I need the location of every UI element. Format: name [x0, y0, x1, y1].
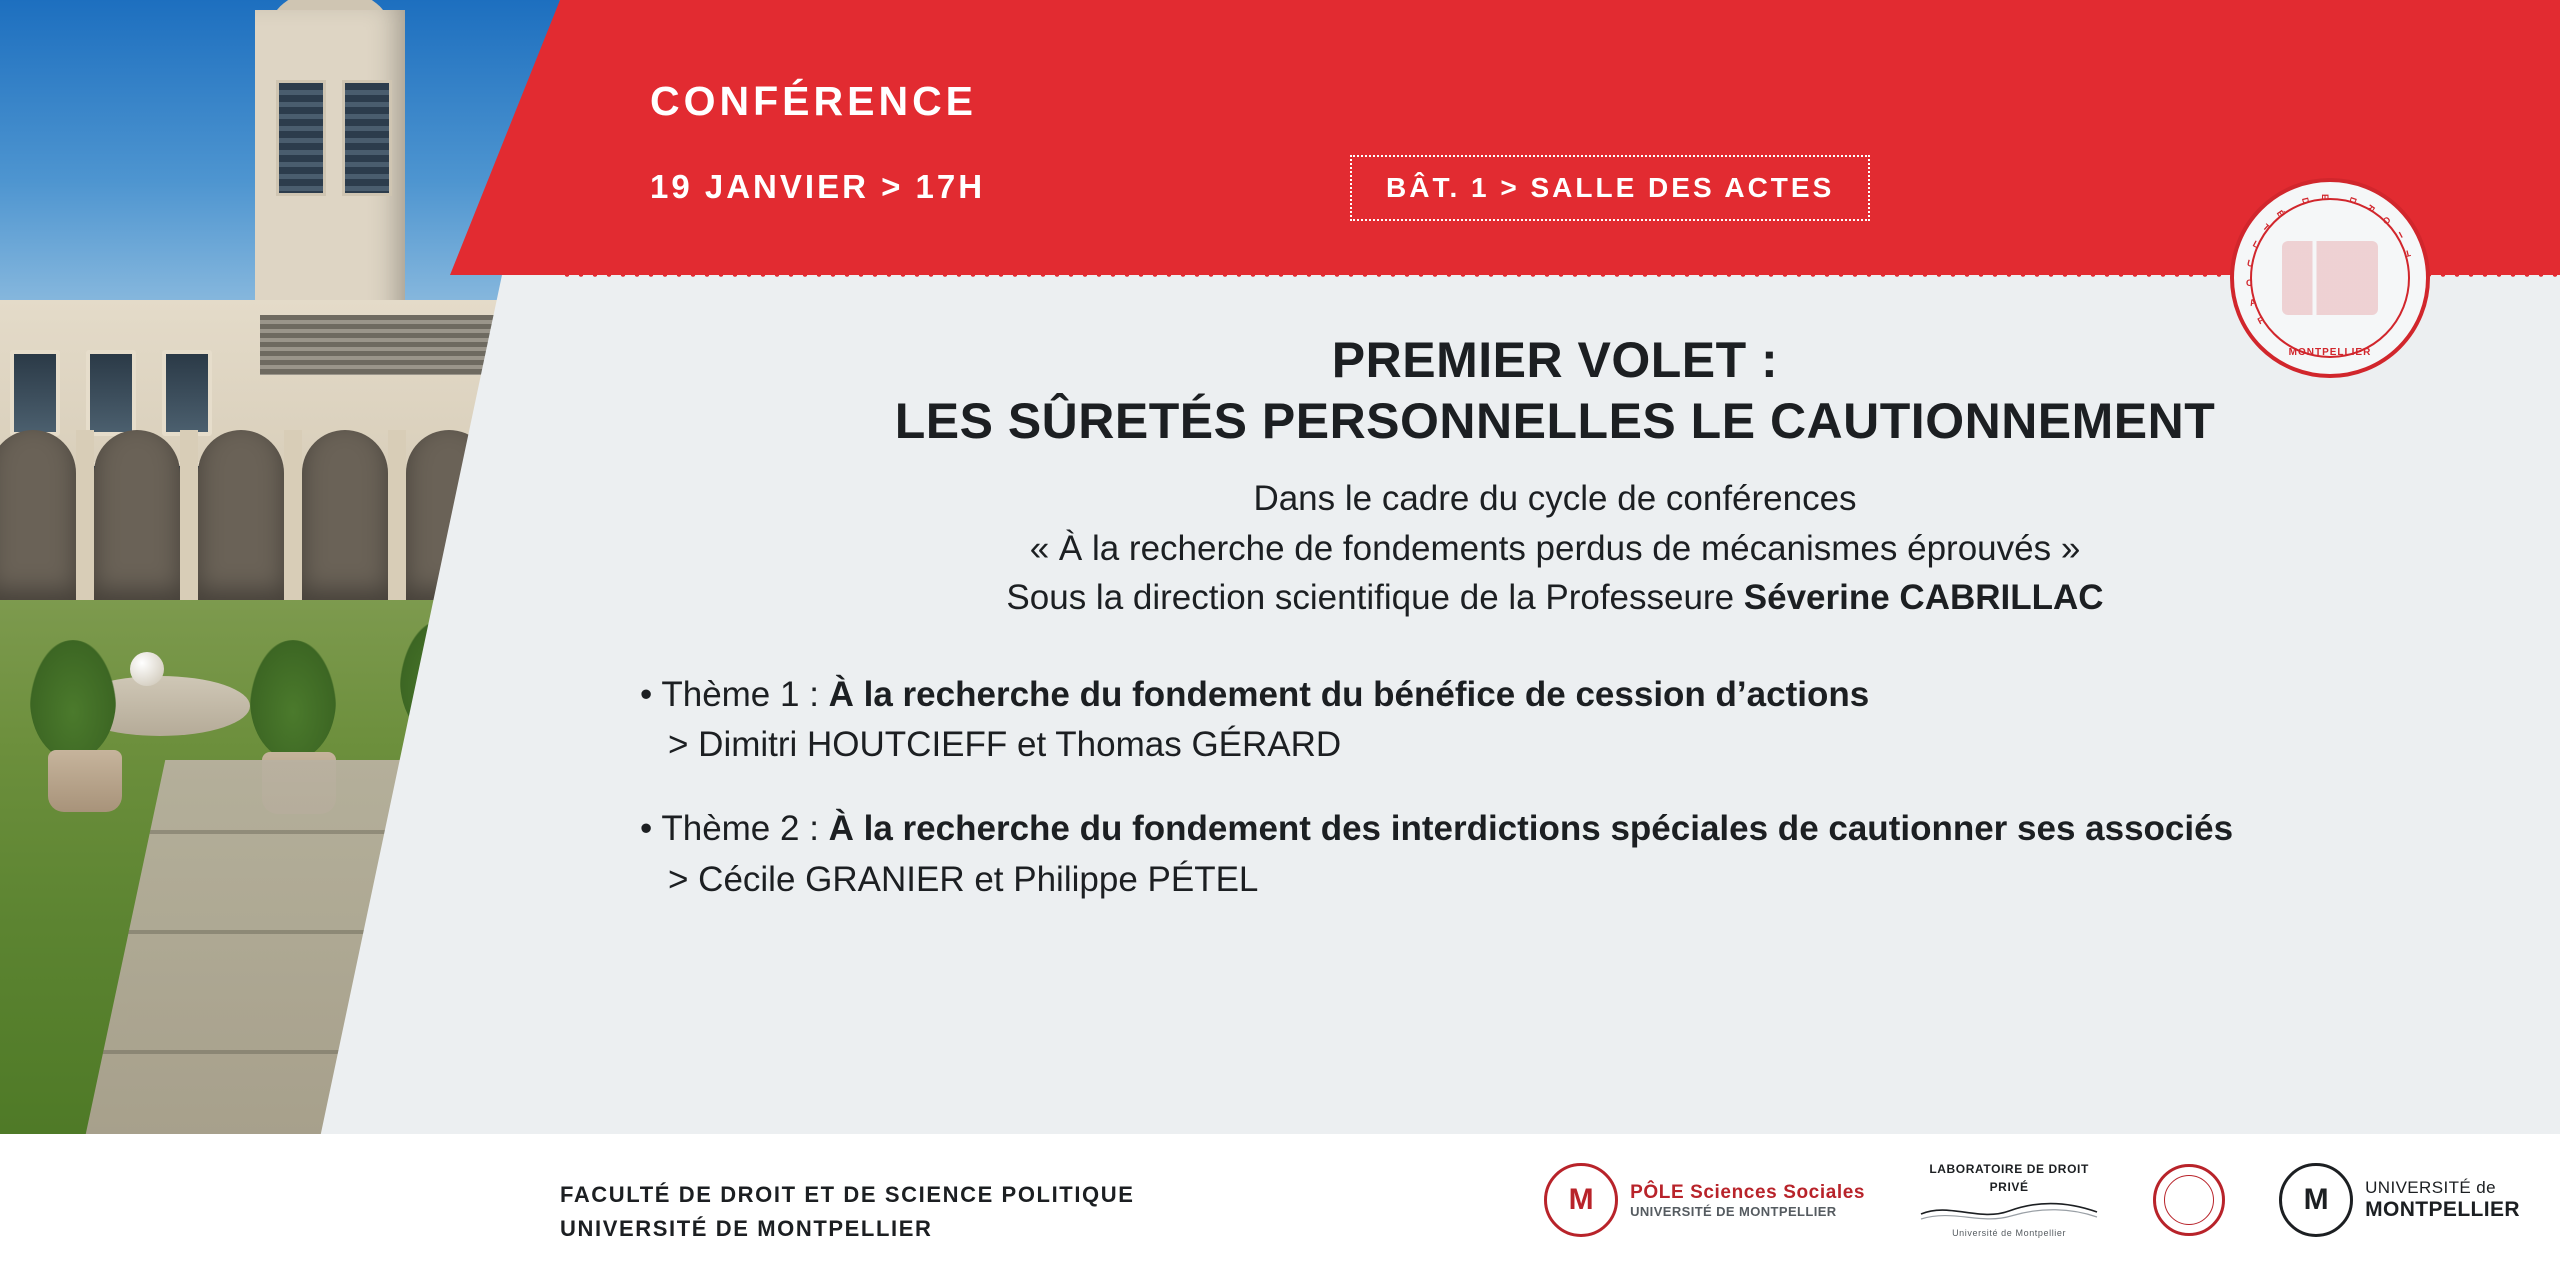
theme-2-lead: • Thème 2 : — [640, 809, 829, 849]
logo-um-line-2: MONTPELLIER — [2365, 1198, 2520, 1222]
shrub — [250, 640, 336, 760]
seal-ring-text: F A C U L T É D E D R O I T — [2246, 194, 2412, 327]
scientific-director-name: Séverine CABRILLAC — [1743, 578, 2104, 618]
planter — [48, 750, 122, 812]
tower-louvre-right — [342, 80, 392, 196]
event-type-label: CONFÉRENCE — [650, 78, 978, 124]
scientific-direction-prefix: Sous la direction scientifique de la Professeure — [1006, 578, 1744, 618]
theme-1-title: À la recherche du fondement du bénéfice de cession d’actions — [828, 675, 1870, 715]
logo-pole-title: PÔLE Sciences Sociales — [1630, 1181, 1866, 1203]
partner-logos — [1544, 1160, 2520, 1241]
footer-org-line-2: UNIVERSITÉ DE MONTPELLIER — [560, 1216, 933, 1242]
window — [10, 350, 60, 436]
logo-lab-line-1: LABORATOIRE DE DROIT — [1929, 1162, 2089, 1176]
logo-universite-de-montpellier — [2279, 1163, 2520, 1237]
logo-lab-line-3: Université de Montpellier — [1952, 1228, 2067, 1238]
logo-pole-sciences-sociales — [1544, 1163, 1865, 1237]
theme-2-speakers: > Cécile GRANIER et Philippe PÉTEL — [668, 859, 1259, 899]
themes-list — [640, 671, 2470, 900]
arch — [302, 430, 388, 600]
shrub — [30, 640, 116, 760]
page-title — [640, 330, 2470, 452]
logo-lab-line-2: PRIVÉ — [1989, 1180, 2029, 1194]
theme-1-speakers: > Dimitri HOUTCIEFF et Thomas GÉRARD — [668, 725, 1342, 765]
title-line-1: PREMIER VOLET : — [1331, 332, 1779, 388]
logo-um-line-1: UNIVERSITÉ de — [2365, 1178, 2496, 1198]
theme-item — [640, 671, 2470, 719]
wave-icon — [1919, 1200, 2099, 1222]
logo-laboratoire-droit-prive — [1919, 1160, 2099, 1241]
um-monogram-icon — [1544, 1163, 1618, 1237]
footer-org-line-1: FACULTÉ DE DROIT ET DE SCIENCE POLITIQUE — [560, 1182, 1135, 1207]
um-monogram-dark-icon — [2279, 1163, 2353, 1237]
logo-pole-subtitle: UNIVERSITÉ DE MONTPELLIER — [1630, 1203, 1837, 1219]
tower-louvre-left — [276, 80, 326, 196]
title-line-2: LES SÛRETÉS PERSONNELLES LE CAUTIONNEMENT — [894, 393, 2216, 449]
main-content — [640, 330, 2470, 940]
logo-mark-letter: M — [1568, 1183, 1594, 1217]
seal-coat-of-arms — [2282, 241, 2378, 315]
theme-1-lead: • Thème 1 : — [640, 675, 829, 715]
footer-organization — [560, 1178, 1135, 1246]
arch — [198, 430, 284, 600]
footer — [0, 1134, 2560, 1280]
theme-item — [640, 805, 2470, 853]
event-location-badge: BÂT. 1 > SALLE DES ACTES — [1350, 155, 1870, 221]
theme-2-title: À la recherche du fondement des interdictions spéciales de cautionner ses associés — [828, 809, 2234, 849]
event-date-label: 19 JANVIER > 17H — [650, 168, 986, 205]
arch — [94, 430, 180, 600]
subtitle-block — [640, 474, 2470, 623]
subtitle-line-1: Dans le cadre du cycle de conférences — [1253, 479, 1857, 518]
subtitle-line-2: « À la recherche de fondements perdus de mécanismes éprouvés » — [1029, 528, 2081, 568]
faculty-seal-small-icon — [2153, 1164, 2225, 1236]
subtitle-line-3 — [640, 573, 2470, 623]
arch — [0, 430, 76, 600]
fountain-sphere — [130, 652, 164, 686]
logo-mark-letter: M — [2303, 1183, 2329, 1217]
window — [86, 350, 136, 436]
seal-bottom-label: MONTPELLIER — [2288, 347, 2372, 358]
window — [162, 350, 212, 436]
